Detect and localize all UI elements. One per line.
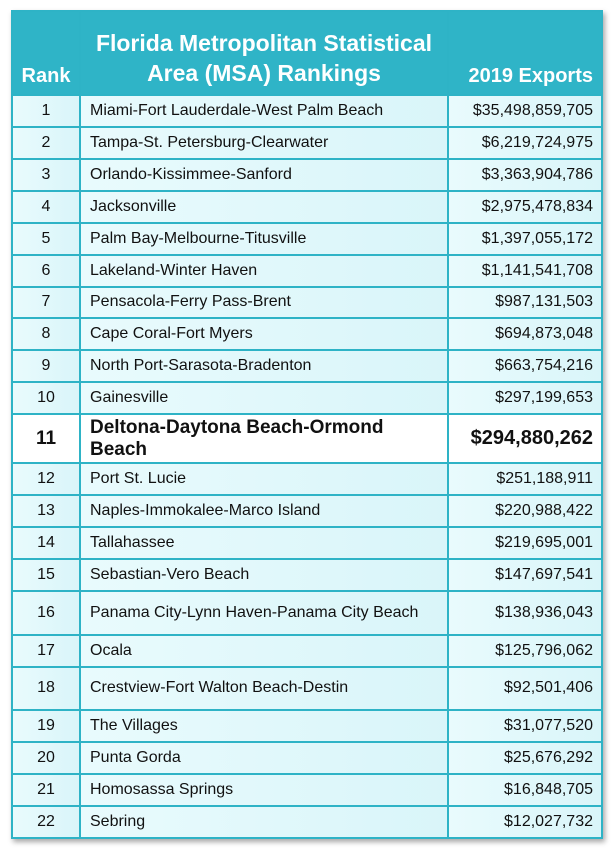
exports-cell: $694,873,048 — [449, 319, 601, 349]
rank-cell: 17 — [13, 636, 79, 666]
area-cell: Sebastian-Vero Beach — [81, 560, 447, 590]
rank-cell: 19 — [13, 711, 79, 741]
area-cell: Deltona-Daytona Beach-Ormond Beach — [81, 415, 447, 462]
area-cell: Homosassa Springs — [81, 775, 447, 805]
area-cell: North Port-Sarasota-Bradenton — [81, 351, 447, 381]
table-title-line-1: Florida Metropolitan Statistical — [95, 30, 433, 56]
area-cell: Gainesville — [81, 383, 447, 413]
msa-rankings-table — [11, 10, 603, 839]
table-header-row — [13, 12, 601, 94]
table-row — [13, 383, 601, 413]
exports-cell: $663,754,216 — [449, 351, 601, 381]
table-row — [13, 528, 601, 558]
rank-cell: 6 — [13, 256, 79, 286]
exports-cell: $987,131,503 — [449, 288, 601, 318]
area-cell: The Villages — [81, 711, 447, 741]
area-cell: Naples-Immokalee-Marco Island — [81, 496, 447, 526]
table-row — [13, 636, 601, 666]
table-row — [13, 319, 601, 349]
area-cell: Palm Bay-Melbourne-Titusville — [81, 224, 447, 254]
rank-cell: 13 — [13, 496, 79, 526]
exports-cell: $1,397,055,172 — [449, 224, 601, 254]
exports-column-header: 2019 Exports — [449, 12, 601, 94]
rank-cell: 12 — [13, 464, 79, 494]
rank-cell: 16 — [13, 592, 79, 634]
rank-cell: 1 — [13, 96, 79, 126]
table-title-line-2: Area (MSA) Rankings — [147, 60, 381, 86]
rank-cell: 22 — [13, 807, 79, 837]
table-row — [13, 288, 601, 318]
rankings-table-frame — [11, 10, 603, 839]
table-row — [13, 775, 601, 805]
area-cell: Tallahassee — [81, 528, 447, 558]
area-cell: Tampa-St. Petersburg-Clearwater — [81, 128, 447, 158]
table-row — [13, 351, 601, 381]
table-row — [13, 743, 601, 773]
area-cell: Miami-Fort Lauderdale-West Palm Beach — [81, 96, 447, 126]
exports-cell: $251,188,911 — [449, 464, 601, 494]
table-title — [81, 12, 447, 94]
area-cell: Port St. Lucie — [81, 464, 447, 494]
rank-cell: 8 — [13, 319, 79, 349]
exports-cell: $147,697,541 — [449, 560, 601, 590]
table-row — [13, 496, 601, 526]
table-row — [13, 96, 601, 126]
area-cell: Lakeland-Winter Haven — [81, 256, 447, 286]
table-row — [13, 807, 601, 837]
rank-cell: 3 — [13, 160, 79, 190]
table-row — [13, 592, 601, 634]
exports-cell: $1,141,541,708 — [449, 256, 601, 286]
area-cell: Cape Coral-Fort Myers — [81, 319, 447, 349]
table-row — [13, 668, 601, 710]
exports-cell: $125,796,062 — [449, 636, 601, 666]
area-cell: Punta Gorda — [81, 743, 447, 773]
area-cell: Crestview-Fort Walton Beach-Destin — [81, 668, 447, 710]
area-cell: Pensacola-Ferry Pass-Brent — [81, 288, 447, 318]
exports-cell: $2,975,478,834 — [449, 192, 601, 222]
exports-cell: $25,676,292 — [449, 743, 601, 773]
area-cell: Jacksonville — [81, 192, 447, 222]
rank-column-header: Rank — [13, 12, 79, 94]
table-row — [13, 711, 601, 741]
exports-cell: $31,077,520 — [449, 711, 601, 741]
exports-cell: $6,219,724,975 — [449, 128, 601, 158]
table-row — [13, 192, 601, 222]
table-row — [13, 224, 601, 254]
table-row — [13, 464, 601, 494]
highlighted-table-row — [13, 415, 601, 462]
table-row — [13, 128, 601, 158]
exports-cell: $294,880,262 — [449, 415, 601, 462]
rank-cell: 14 — [13, 528, 79, 558]
area-cell: Sebring — [81, 807, 447, 837]
exports-cell: $92,501,406 — [449, 668, 601, 710]
rank-cell: 10 — [13, 383, 79, 413]
rank-cell: 4 — [13, 192, 79, 222]
rank-cell: 21 — [13, 775, 79, 805]
rank-cell: 2 — [13, 128, 79, 158]
exports-cell: $3,363,904,786 — [449, 160, 601, 190]
table-row — [13, 560, 601, 590]
rank-cell: 9 — [13, 351, 79, 381]
rank-cell: 5 — [13, 224, 79, 254]
exports-cell: $219,695,001 — [449, 528, 601, 558]
area-cell: Ocala — [81, 636, 447, 666]
table-row — [13, 160, 601, 190]
rank-cell: 7 — [13, 288, 79, 318]
exports-cell: $16,848,705 — [449, 775, 601, 805]
area-cell: Orlando-Kissimmee-Sanford — [81, 160, 447, 190]
exports-cell: $12,027,732 — [449, 807, 601, 837]
exports-cell: $297,199,653 — [449, 383, 601, 413]
rank-cell: 15 — [13, 560, 79, 590]
table-row — [13, 256, 601, 286]
rank-cell: 11 — [13, 415, 79, 462]
exports-cell: $220,988,422 — [449, 496, 601, 526]
rank-cell: 18 — [13, 668, 79, 710]
area-cell: Panama City-Lynn Haven-Panama City Beach — [81, 592, 447, 634]
rank-cell: 20 — [13, 743, 79, 773]
exports-cell: $35,498,859,705 — [449, 96, 601, 126]
exports-cell: $138,936,043 — [449, 592, 601, 634]
